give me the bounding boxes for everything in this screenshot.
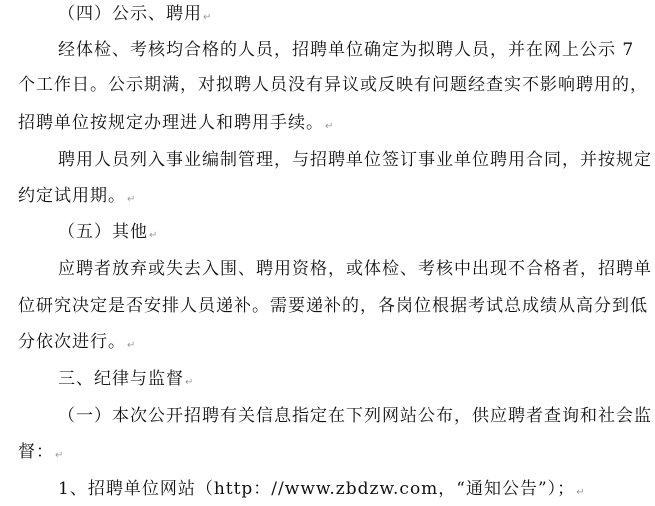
list-item-website [58,479,585,503]
paragraph-mark-icon: ↵ [325,121,334,132]
paragraph-line [58,259,652,279]
line-text: 个工作日。公示期满，对拟聘人员没有异议或反映有问题经查实不影响聘用的， [18,75,648,95]
paragraph-mark-icon: ↵ [55,450,64,461]
line-text: 聘用人员列入事业编制管理，与招聘单位签订事业单位聘用合同，并按规定 [58,150,652,170]
line-text: 1、招聘单位网站（http：//www.zbdzw.com，“通知公告”）； [58,479,576,499]
line-text: 约定试用期。 [18,186,126,206]
paragraph-line [18,75,648,95]
paragraph-mark-icon: ↵ [203,12,212,23]
line-text: 督： [18,442,54,462]
paragraph-mark-icon: ↵ [127,340,136,351]
section-heading-discipline [58,369,193,393]
paragraph-line [18,113,333,137]
paragraph-line [18,332,135,356]
line-text: 分依次进行。 [18,332,126,352]
line-text: 应聘者放弃或失去入围、聘用资格，或体检、考核中出现不合格者，招聘单 [58,259,652,279]
paragraph-mark-icon: ↵ [576,487,585,498]
line-text: 经体检、考核均合格的人员，招聘单位确定为拟聘人员，并在网上公示 7 [58,40,635,60]
line-text: （一）本次公开招聘有关信息指定在下列网站公布，供应聘者查询和社会监 [58,406,652,426]
line-text: （四）公示、聘用 [58,4,202,24]
paragraph-line [18,296,648,316]
paragraph-line [58,406,652,426]
paragraph-mark-icon: ↵ [127,194,136,205]
line-text: 位研究决定是否安排人员递补。需要递补的，各岗位根据考试总成绩从高分到低 [18,296,648,316]
paragraph-line [58,150,652,170]
paragraph-line [18,442,63,466]
paragraph-mark-icon: ↵ [149,230,158,241]
line-text: 招聘单位按规定办理进人和聘用手续。 [18,113,324,133]
paragraph-line [58,40,634,60]
line-text: 三、纪律与监督 [58,369,184,389]
paragraph-line [18,186,135,210]
line-text: （五）其他 [58,222,148,242]
paragraph-mark-icon: ↵ [185,377,194,388]
section-heading-publicity [58,4,211,28]
section-heading-other [58,222,157,246]
